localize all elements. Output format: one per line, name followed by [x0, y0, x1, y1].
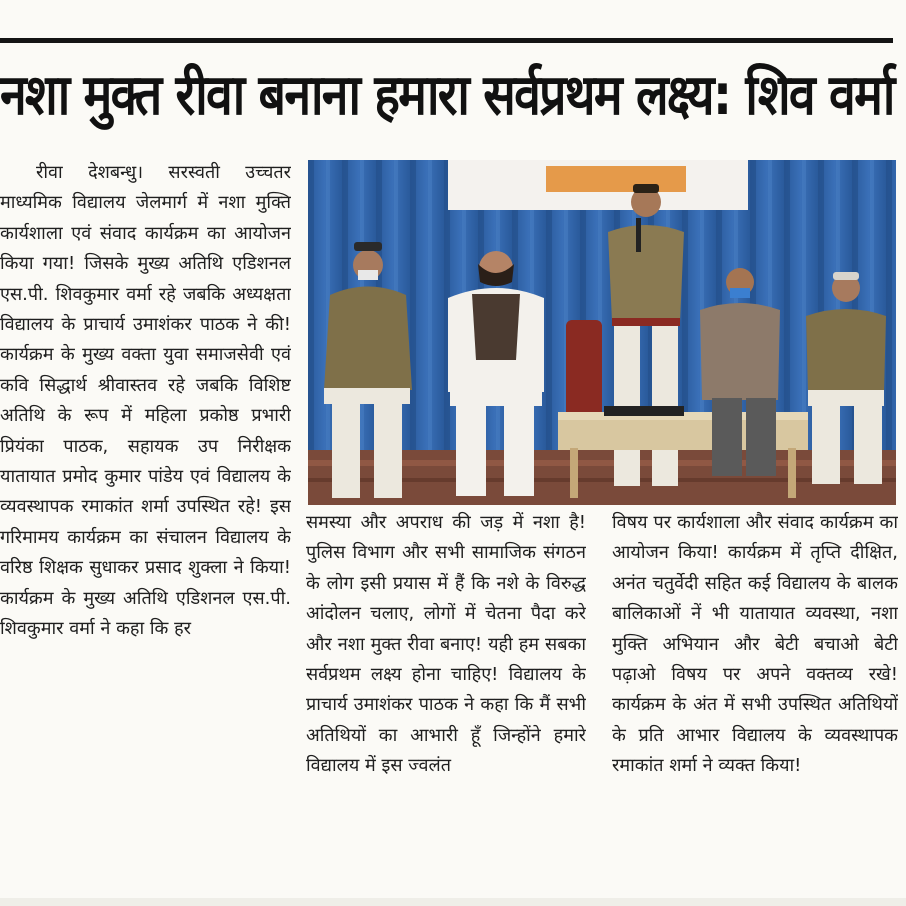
article-column-2: समस्या और अपराध की जड़ में नशा है! पुलिस विभाग और सभी सामाजिक संगठन के लोग इसी प्रयास में हैं कि नशे के विरुद्ध आंदोलन चलाए, लोगों में चेतना पैदा करे और नशा मुक्त रीवा बनाए! यही हम सबका सर्वप्रथम लक्ष्य होना चाहिए! विद्यालय के प्राचार्य उमाशंकर पाठक ने कहा कि मैं सभी अतिथियों का आभारी हूँ जिन्होंने हमारे विद्यालय में इस ज्वलंत — [306, 512, 586, 777]
headline: नशा मुक्त रीवा बनाना हमारा सर्वप्रथम लक्ष्य: शिव वर्मा — [0, 63, 894, 128]
article-text-1: रीवा देशबन्धु। सरस्वती उच्चतर माध्यमिक विद्यालय जेलमार्ग में नशा मुक्ति कार्यशाला एवं संवाद कार्यक्रम का आयोजन किया गया! जिसके मुख्य अतिथि एडिशनल एस.पी. शिवकुमार वर्मा रहे जबकि अध्यक्षता विद्यालय के प्राचार्य उमाशंकर पाठक ने की! कार्यक्रम के मुख्य वक्ता युवा समाजसेवी एवं कवि सिद्धार्थ श्रीवास्तव रहे जबकि विशिष्ट अतिथि के रूप में महिला प्रकोष्ठ प्रभारी प्रियंका पाठक, सहायक उप निरीक्षक यातायात प्रमोद कुमार पांडेय एवं विद्यालय के व्यवस्थापक रमाकांत शर्मा उपस्थित रहे! इस गरिमामय कार्यक्रम का संचालन विद्यालय के वरिष्ठ शिक्षक सुधाकर प्रसाद शुक्ला ने किया! कार्यक्रम के मुख्य अतिथि एडिशनल एस.पी. शिवकुमार वर्मा ने कहा कि हर — [0, 162, 291, 640]
event-photo — [308, 160, 896, 505]
article-column-1 — [0, 158, 291, 898]
microphone-icon — [636, 218, 641, 252]
top-rule — [0, 38, 893, 43]
bottom-strip — [0, 898, 906, 906]
event-photo-illustration — [308, 160, 896, 505]
article-column-3: विषय पर कार्यशाला और संवाद कार्यक्रम का आयोजन किया! कार्यक्रम में तृप्ति दीक्षित, अनंत चतुर्वेदी सहित कई विद्यालय के बालक बालिकाओं नें भी यातायात व्यवस्था, नशा मुक्ति अभियान और बेटी बचाओ बेटी पढ़ाओ विषय पर अपने वक्तव्य रखे! कार्यक्रम के अंत में सभी उपस्थित अतिथियों के प्रति आभार विद्यालय के व्यवस्थापक रमाकांत शर्मा ने व्यक्त किया! — [612, 512, 898, 777]
banner-graphic — [546, 166, 686, 192]
